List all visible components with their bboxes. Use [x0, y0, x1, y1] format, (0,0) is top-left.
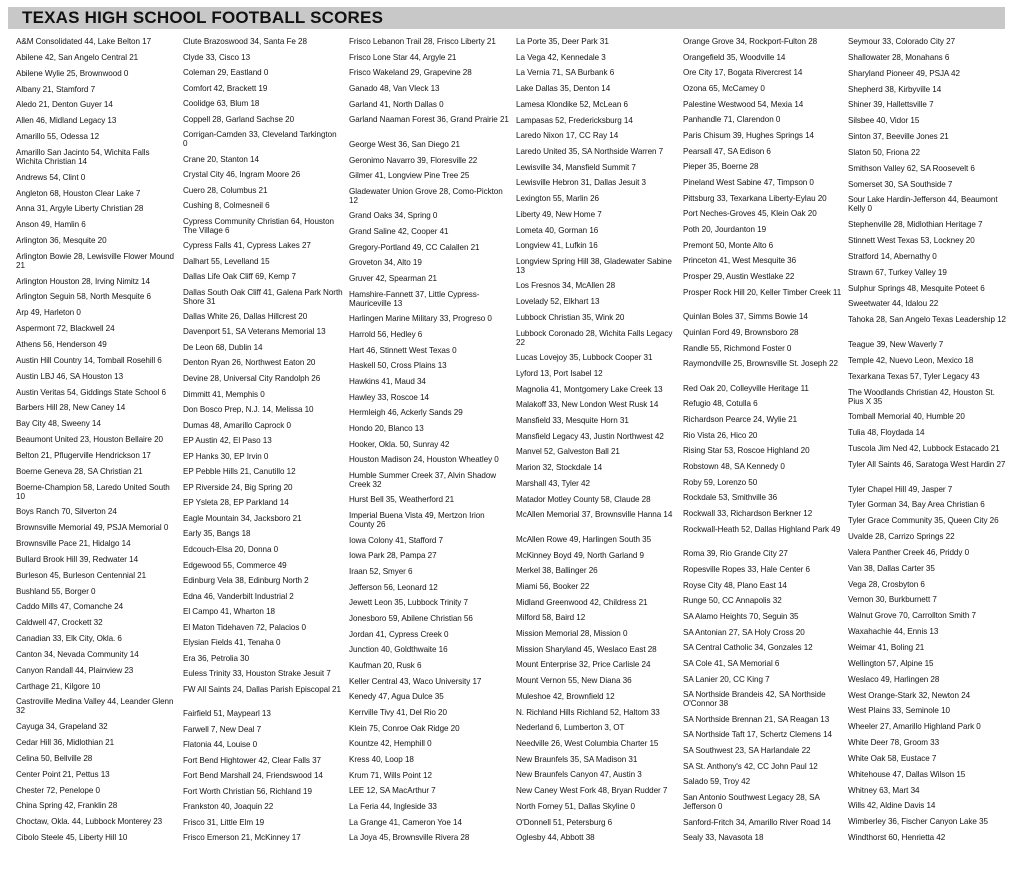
score-entry: Hart 46, Stinnett West Texas 0	[349, 345, 457, 355]
score-entry: Pineland West Sabine 47, Timpson 0	[683, 178, 814, 188]
score-entry: Boerne-Champion 58, Laredo United South 10	[16, 482, 170, 501]
score-entry: Wills 42, Aldine Davis 14	[848, 801, 936, 811]
score-entry: Jewett Leon 35, Lubbock Trinity 7	[349, 598, 468, 608]
score-entry: Oglesby 44, Abbott 38	[516, 833, 595, 843]
score-entry: Devine 28, Universal City Randolph 26	[183, 374, 321, 384]
score-entry: Merkel 38, Ballinger 26	[516, 566, 598, 576]
score-entry: Tyler All Saints 46, Saratoga West Hardin 27	[848, 459, 1006, 469]
score-entry: Athens 56, Henderson 49	[16, 340, 107, 349]
score-entry: Anson 49, Hamlin 6	[16, 220, 86, 230]
score-entry: Wimberley 36, Fischer Canyon Lake 35	[848, 817, 988, 827]
score-entry: Lucas Lovejoy 35, Lubbock Cooper 31	[516, 353, 653, 363]
score-entry: Lewisville Hebron 31, Dallas Jesuit 3	[516, 178, 646, 188]
score-entry: Allen 46, Midland Legacy 13	[16, 116, 117, 126]
score-entry: Junction 40, Goldthwaite 16	[349, 645, 448, 655]
score-entry: Canton 34, Nevada Community 14	[16, 649, 139, 659]
score-entry: Van 38, Dallas Carter 35	[848, 563, 935, 573]
score-entry: Aspermont 72, Blackwell 24	[16, 324, 115, 334]
score-entry: El Maton Tidehaven 72, Palacios 0	[183, 622, 306, 632]
score-entry: Hamshire-Fannett 37, Little Cypress-Mauriceville 13	[349, 289, 480, 308]
score-entry: West Plains 33, Seminole 10	[848, 706, 950, 716]
score-entry: Frisco Wakeland 29, Grapevine 28	[349, 68, 472, 78]
score-entry: Brownsville Pace 21, Hidalgo 14	[16, 539, 131, 549]
score-entry: Mount Vernon 55, New Diana 36	[516, 676, 632, 686]
score-entry: SA Central Catholic 34, Gonzales 12	[683, 643, 813, 653]
score-entry: Palestine Westwood 54, Mexia 14	[683, 99, 804, 109]
score-entry: Weimar 41, Boling 21	[848, 643, 925, 653]
score-entry: EP Pebble Hills 21, Canutillo 12	[183, 467, 296, 477]
score-entry: Dallas South Oak Cliff 41, Galena Park North Shore 31	[183, 287, 343, 306]
score-entry: Coleman 29, Eastland 0	[183, 68, 269, 78]
score-entry: Keller Central 43, Waco University 17	[349, 676, 482, 686]
score-entry: Mansfield 33, Mesquite Horn 31	[516, 415, 629, 425]
score-entry: Anna 31, Argyle Liberty Christian 28	[16, 204, 144, 214]
score-entry: Lubbock Christian 35, Wink 20	[516, 312, 625, 322]
score-entry: Prosper 29, Austin Westlake 22	[683, 272, 795, 282]
score-entry: Sweetwater 44, Idalou 22	[848, 299, 939, 309]
score-entry: SA Northside Taft 17, Schertz Clemens 14	[683, 730, 833, 740]
score-entry: Sulphur Springs 48, Mesquite Poteet 6	[848, 283, 985, 293]
score-entry: Lake Dallas 35, Denton 14	[516, 84, 611, 94]
score-entry: Cushing 8, Colmesneil 6	[183, 201, 270, 211]
score-entry: Muleshoe 42, Brownfield 12	[516, 691, 615, 701]
score-entry: Garland Naaman Forest 36, Grand Prairie 21	[349, 115, 509, 125]
score-entry: Lyford 13, Port Isabel 12	[516, 368, 603, 378]
score-entry: Mansfield Legacy 43, Justin Northwest 42	[516, 431, 664, 441]
score-entry: Rockwall-Heath 52, Dallas Highland Park 49	[683, 524, 841, 534]
score-entry: San Antonio Southwest Legacy 28, SA Jefferson 0	[683, 793, 820, 812]
score-entry: Dallas Life Oak Cliff 69, Kemp 7	[183, 272, 296, 282]
score-entry: Dallas White 26, Dallas Hillcrest 20	[183, 311, 308, 321]
score-entry: Cibolo Steele 45, Liberty Hill 10	[16, 833, 128, 843]
score-entry: Lovelady 52, Elkhart 13	[516, 297, 600, 307]
score-entry: Panhandle 71, Clarendon 0	[683, 115, 781, 125]
score-entry: Magnolia 41, Montgomery Lake Creek 13	[516, 384, 663, 394]
score-entry: Gilmer 41, Longview Pine Tree 25	[349, 171, 470, 181]
score-entry: Coolidge 63, Blum 18	[183, 99, 260, 109]
score-entry: New Caney West Fork 48, Bryan Rudder 7	[516, 786, 668, 796]
score-entry: Canyon Randall 44, Plainview 23	[16, 665, 134, 675]
score-entry: Amarillo San Jacinto 54, Wichita Falls Wichita Christian 14	[16, 147, 150, 166]
score-entry: Iowa Park 28, Pampa 27	[349, 551, 437, 561]
score-entry: Mount Enterprise 32, Price Carlisle 24	[516, 660, 651, 670]
score-entry: Salado 59, Troy 42	[683, 777, 751, 787]
score-entry: Needville 26, West Columbia Charter 15	[516, 739, 659, 749]
score-entry: Red Oak 20, Colleyville Heritage 11	[683, 383, 809, 393]
score-entry: Seymour 33, Colorado City 27	[848, 37, 956, 46]
score-entry: Elysian Fields 41, Tenaha 0	[183, 638, 281, 648]
score-entry: Sharyland Pioneer 49, PSJA 42	[848, 68, 960, 78]
score-entry: Longview 41, Lufkin 16	[516, 241, 598, 251]
score-entry: Hondo 20, Blanco 13	[349, 423, 424, 433]
score-entry: Jefferson 56, Leonard 12	[349, 582, 438, 592]
score-entry: Tyler Chapel Hill 49, Jasper 7	[848, 484, 953, 494]
score-entry: Beaumont United 23, Houston Bellaire 20	[16, 435, 163, 445]
score-entry: Farwell 7, New Deal 7	[183, 724, 262, 734]
score-entry: Bay City 48, Sweeny 14	[16, 419, 101, 429]
score-entry: Wellington 57, Alpine 15	[848, 658, 934, 668]
score-entry: Teague 39, New Waverly 7	[848, 340, 944, 349]
score-entry: Frisco Emerson 21, McKinney 17	[183, 833, 301, 843]
score-entry: Prosper Rock Hill 20, Keller Timber Creek 11	[683, 287, 842, 297]
score-entry: SA Northside Brennan 21, SA Reagan 13	[683, 714, 830, 724]
score-entry: Hooker, Okla. 50, Sunray 42	[349, 439, 450, 449]
score-entry: Roma 39, Rio Grande City 27	[683, 549, 788, 559]
score-entry: Ganado 48, Van Vleck 13	[349, 84, 440, 94]
score-entry: O'Donnell 51, Petersburg 6	[516, 817, 613, 827]
score-entry: SA Lanier 20, CC King 7	[683, 674, 770, 684]
score-entry: Cypress Falls 41, Cypress Lakes 27	[183, 240, 311, 250]
score-entry: Frankston 40, Joaquin 22	[183, 802, 274, 812]
score-entry: Midland Greenwood 42, Childress 21	[516, 597, 648, 607]
score-entry: Harrold 56, Hedley 6	[349, 329, 423, 339]
score-entry: Dalhart 55, Levelland 15	[183, 256, 270, 266]
score-entry: Euless Trinity 33, Houston Strake Jesuit 7	[183, 669, 331, 679]
score-entry: Randle 55, Richmond Foster 0	[683, 343, 792, 353]
score-entry: Richardson Pearce 24, Wylie 21	[683, 415, 798, 425]
score-entry: Ore City 17, Bogata Rivercrest 14	[683, 68, 803, 78]
score-entry: Sinton 37, Beeville Jones 21	[848, 132, 949, 142]
score-entry: Grand Saline 42, Cooper 41	[349, 227, 449, 237]
score-entry: La Vernia 71, SA Burbank 6	[516, 68, 615, 78]
score-entry: Chester 72, Penelope 0	[16, 785, 100, 795]
score-entry: Tomball Memorial 40, Humble 20	[848, 412, 965, 422]
score-entry: SA St. Anthony's 42, CC John Paul 12	[683, 761, 818, 771]
score-entry: Austin Veritas 54, Giddings State School 6	[16, 387, 166, 397]
score-entry: Roby 59, Lorenzo 50	[683, 477, 758, 487]
score-entry: SA Southwest 23, SA Harlandale 22	[683, 746, 811, 756]
score-entry: Vega 28, Crosbyton 6	[848, 579, 925, 589]
score-entry: Lometa 40, Gorman 16	[516, 225, 599, 235]
score-entry: Liberty 49, New Home 7	[516, 209, 602, 219]
score-entry: Choctaw, Okla. 44, Lubbock Monterey 23	[16, 817, 163, 827]
score-entry: Crane 20, Stanton 14	[183, 154, 259, 164]
score-entry: Denton Ryan 26, Northwest Eaton 20	[183, 358, 316, 368]
score-entry: Milford 58, Baird 12	[516, 613, 586, 623]
score-entry: Pearsall 47, SA Edison 6	[683, 146, 771, 156]
score-entry: Angleton 68, Houston Clear Lake 7	[16, 188, 141, 198]
score-entry: Pieper 35, Boerne 28	[683, 162, 759, 172]
score-entry: Kaufman 20, Rusk 6	[349, 660, 422, 670]
score-entry: EP Austin 42, El Paso 13	[183, 436, 272, 446]
score-entry: Matador Motley County 58, Claude 28	[516, 494, 651, 504]
score-entry: Tyler Gorman 34, Bay Area Christian 6	[848, 500, 985, 510]
score-entry: Caddo Mills 47, Comanche 24	[16, 602, 124, 612]
score-entry: Arlington Seguin 58, North Mesquite 6	[16, 292, 151, 302]
score-entry: Miami 56, Booker 22	[516, 581, 590, 591]
score-entry: Orangefield 35, Woodville 14	[683, 52, 786, 62]
score-entry: SA Antonian 27, SA Holy Cross 20	[683, 627, 805, 637]
score-entry: New Braunfels 35, SA Madison 31	[516, 754, 638, 764]
score-entry: Albany 21, Stamford 7	[16, 84, 96, 94]
score-entry: Abilene 42, San Angelo Central 21	[16, 52, 139, 62]
score-entry: Comfort 42, Brackett 19	[183, 83, 268, 93]
score-entry: LEE 12, SA MacArthur 7	[349, 786, 436, 796]
score-entry: Lampasas 52, Fredericksburg 14	[516, 115, 633, 125]
score-entry: Orange Grove 34, Rockport-Fulton 28	[683, 37, 818, 46]
score-entry: SA Alamo Heights 70, Seguin 35	[683, 611, 799, 621]
score-entry: Canadian 33, Elk City, Okla. 6	[16, 634, 122, 644]
score-entry: Mission Sharyland 45, Weslaco East 28	[516, 644, 657, 654]
score-entry: Whitney 63, Mart 34	[848, 785, 920, 795]
score-entry: Wheeler 27, Amarillo Highland Park 0	[848, 722, 981, 732]
score-entry: Abilene Wylie 25, Brownwood 0	[16, 68, 129, 78]
score-entry: The Woodlands Christian 42, Houston St. Pius X 35	[848, 387, 995, 406]
score-entry: N. Richland Hills Richland 52, Haltom 33	[516, 707, 660, 717]
score-entry: Clyde 33, Cisco 13	[183, 52, 251, 62]
score-entry: Lubbock Coronado 28, Wichita Falls Legacy 22	[516, 328, 673, 347]
score-entry: Fort Worth Christian 56, Richland 19	[183, 786, 312, 796]
score-entry: Lamesa Klondike 52, McLean 6	[516, 99, 628, 109]
score-entry: Premont 50, Monte Alto 6	[683, 240, 774, 250]
score-entry: Edcouch-Elsa 20, Donna 0	[183, 544, 279, 554]
score-entry: Walnut Grove 70, Carrollton Smith 7	[848, 611, 976, 621]
score-entry: Frisco Lone Star 44, Argyle 21	[349, 52, 457, 62]
score-entry: Marshall 43, Tyler 42	[516, 478, 590, 488]
score-entry: Davenport 51, SA Veterans Memorial 13	[183, 327, 326, 337]
score-entry: Kountze 42, Hemphill 0	[349, 739, 432, 749]
score-entry: China Spring 42, Franklin 28	[16, 801, 118, 811]
score-entry: Tyler Grace Community 35, Queen City 26	[848, 516, 999, 526]
score-entry: Austin Hill Country 14, Tomball Rosehill 6	[16, 355, 162, 365]
score-entry: El Campo 41, Wharton 18	[183, 607, 275, 617]
score-entry: Haskell 50, Cross Plains 13	[349, 361, 447, 371]
score-entry: Dumas 48, Amarillo Caprock 0	[183, 420, 291, 430]
score-entry: Edgewood 55, Commerce 49	[183, 560, 287, 570]
score-entry: Corrigan-Camden 33, Cleveland Tarkington 0	[183, 130, 337, 149]
score-entry: White Deer 78, Groom 33	[848, 738, 940, 748]
score-entry: Humble Summer Creek 37, Alvin Shadow Creek 32	[349, 470, 497, 489]
score-entry: Raymondville 25, Brownsville St. Joseph 22	[683, 359, 838, 369]
score-entry: Tahoka 28, San Angelo Texas Leadership 12	[848, 315, 1006, 325]
score-entry: Manvel 52, Galveston Ball 21	[516, 447, 620, 457]
score-entry: Temple 42, Nuevo Leon, Mexico 18	[848, 355, 974, 365]
score-entry: A&M Consolidated 44, Lake Belton 17	[16, 37, 152, 46]
score-entry: Tuscola Jim Ned 42, Lubbock Estacado 21	[848, 443, 1000, 453]
score-entry: Gregory-Portland 49, CC Calallen 21	[349, 242, 480, 252]
score-entry: Sealy 33, Navasota 18	[683, 833, 764, 843]
score-entry: Cypress Community Christian 64, Houston The Village 6	[183, 216, 334, 235]
score-entry: La Grange 41, Cameron Yoe 14	[349, 817, 462, 827]
score-entry: Quinlan Ford 49, Brownsboro 28	[683, 327, 799, 337]
score-entry: Frisco 31, Little Elm 19	[183, 817, 265, 827]
score-entry: Hurst Bell 35, Weatherford 21	[349, 495, 455, 505]
score-entry: Laredo United 35, SA Northside Warren 7	[516, 146, 664, 156]
score-entry: New Braunfels Canyon 47, Austin 3	[516, 770, 642, 780]
score-entry: Rockdale 53, Smithville 36	[683, 493, 778, 503]
score-entry: Uvalde 28, Carrizo Springs 22	[848, 532, 955, 542]
header-bar	[8, 7, 1005, 29]
score-entry: Stephenville 28, Midlothian Heritage 7	[848, 220, 983, 230]
score-entry: North Forney 51, Dallas Skyline 0	[516, 801, 635, 811]
score-entry: EP Ysleta 28, EP Parkland 14	[183, 498, 289, 508]
score-entry: Crystal City 46, Ingram Moore 26	[183, 170, 301, 180]
score-entry: Strawn 67, Turkey Valley 19	[848, 267, 947, 277]
score-entry: Hermleigh 46, Ackerly Sands 29	[349, 408, 463, 418]
score-entry: Silsbee 40, Vidor 15	[848, 116, 920, 126]
score-entry: Mission Memorial 28, Mission 0	[516, 629, 628, 639]
score-entry: Carthage 21, Kilgore 10	[16, 681, 101, 691]
score-entry: Center Point 21, Pettus 13	[16, 769, 110, 779]
score-entry: Cayuga 34, Grapeland 32	[16, 722, 108, 732]
score-entry: Bullard Brook Hill 39, Redwater 14	[16, 554, 139, 564]
score-entry: Lewisville 34, Mansfield Summit 7	[516, 162, 636, 172]
score-entry: Arlington Bowie 28, Lewisville Flower Mound 21	[16, 251, 175, 270]
score-entry: EP Riverside 24, Big Spring 20	[183, 482, 293, 492]
score-entry: Iraan 52, Smyer 6	[349, 566, 413, 576]
score-entry: McAllen Rowe 49, Harlingen South 35	[516, 534, 652, 544]
score-entry: Boys Ranch 70, Silverton 24	[16, 507, 117, 517]
score-entry: Rio Vista 26, Hico 20	[683, 430, 758, 440]
score-entry: FW All Saints 24, Dallas Parish Episcopal 21	[183, 684, 341, 694]
score-entry: White Oak 58, Eustace 7	[848, 753, 937, 763]
score-entry: Rockwall 33, Richardson Berkner 12	[683, 509, 813, 519]
score-entry: Slaton 50, Friona 22	[848, 147, 920, 157]
score-entry: Hawkins 41, Maud 34	[349, 376, 426, 386]
score-entry: Vernon 30, Burkburnett 7	[848, 595, 937, 605]
score-entry: Princeton 41, West Mesquite 36	[683, 256, 797, 266]
score-entry: Lexington 55, Marlin 26	[516, 194, 599, 204]
score-entry: Tulia 48, Floydada 14	[848, 428, 925, 438]
score-entry: Bushland 55, Borger 0	[16, 586, 96, 596]
score-entry: Whitehouse 47, Dallas Wilson 15	[848, 769, 966, 779]
score-entry: Houston Madison 24, Houston Wheatley 0	[349, 455, 499, 465]
score-entry: Era 36, Petrolia 30	[183, 653, 250, 663]
score-entry: De Leon 68, Dublin 14	[183, 342, 263, 352]
score-entry: Royse City 48, Plano East 14	[683, 580, 787, 590]
score-entry: SA Northside Brandeis 42, SA Northside O'Connor 38	[683, 690, 826, 709]
score-entry: McAllen Memorial 37, Brownsville Hanna 14	[516, 510, 673, 520]
score-entry: Smithson Valley 62, SA Roosevelt 6	[848, 163, 975, 173]
score-entry: Los Fresnos 34, McAllen 28	[516, 281, 616, 291]
score-entry: Edna 46, Vanderbilt Industrial 2	[183, 591, 294, 601]
score-entry: Krum 71, Wills Point 12	[349, 770, 432, 780]
score-entry: George West 36, San Diego 21	[349, 139, 460, 149]
score-entry: Boerne Geneva 28, SA Christian 21	[16, 466, 143, 476]
score-entry: Aledo 21, Denton Guyer 14	[16, 100, 113, 110]
score-entry: Kress 40, Loop 18	[349, 754, 414, 764]
score-entry: Imperial Buena Vista 49, Mertzon Irion County 26	[349, 511, 485, 530]
score-entry: Valera Panther Creek 46, Priddy 0	[848, 547, 970, 557]
score-entry: Fairfield 51, Maypearl 13	[183, 709, 271, 719]
score-entry: Klein 75, Conroe Oak Ridge 20	[349, 723, 460, 733]
score-entry: Dimmitt 41, Memphis 0	[183, 389, 265, 399]
score-entry: Pittsburg 33, Texarkana Liberty-Eylau 20	[683, 193, 827, 203]
score-entry: EP Hanks 30, EP Irvin 0	[183, 451, 269, 461]
score-entry: Sour Lake Hardin-Jefferson 44, Beaumont Kelly 0	[848, 195, 998, 214]
score-columns	[16, 37, 1026, 885]
score-entry: Austin LBJ 46, SA Houston 13	[16, 371, 124, 381]
score-entry: West Orange-Stark 32, Newton 24	[848, 690, 971, 700]
score-entry: Brownsville Memorial 49, PSJA Memorial 0	[16, 523, 169, 533]
score-entry: Iowa Colony 41, Stafford 7	[349, 535, 443, 545]
score-entry: Fort Bend Hightower 42, Clear Falls 37	[183, 755, 322, 765]
score-entry: Gladewater Union Grove 28, Como-Pickton 12	[349, 186, 503, 205]
score-entry: La Porte 35, Deer Park 31	[516, 37, 609, 46]
score-entry: Groveton 34, Alto 19	[349, 258, 422, 268]
score-entry: Longview Spring Hill 38, Gladewater Sabine 13	[516, 256, 672, 275]
score-entry: Texarkana Texas 57, Tyler Legacy 43	[848, 371, 980, 381]
score-entry: Stinnett West Texas 53, Lockney 20	[848, 236, 975, 246]
score-entry: Arlington Houston 28, Irving Nimitz 14	[16, 276, 150, 286]
score-entry: La Joya 45, Brownsville Rivera 28	[349, 833, 470, 843]
score-entry: Waxahachie 44, Ennis 13	[848, 627, 939, 637]
score-entry: Garland 41, North Dallas 0	[349, 99, 444, 109]
score-entry: La Vega 42, Kennedale 3	[516, 52, 606, 62]
score-entry: Malakoff 33, New London West Rusk 14	[516, 400, 659, 410]
score-entry: Burleson 45, Burleson Centennial 21	[16, 570, 147, 580]
score-entry: Hawley 33, Roscoe 14	[349, 392, 429, 402]
score-entry: Celina 50, Bellville 28	[16, 753, 93, 763]
score-entry: Andrews 54, Clint 0	[16, 172, 86, 182]
score-entry: Quinlan Boles 37, Simms Bowie 14	[683, 312, 808, 322]
score-entry: SA Cole 41, SA Memorial 6	[683, 658, 780, 668]
score-entry: Grand Oaks 34, Spring 0	[349, 211, 438, 221]
score-entry: Jordan 41, Cypress Creek 0	[349, 629, 449, 639]
score-entry: Somerset 30, SA Southside 7	[848, 179, 953, 189]
score-entry: Sanford-Fritch 34, Amarillo River Road 14	[683, 817, 831, 827]
score-entry: Geronimo Navarro 39, Floresville 22	[349, 155, 478, 165]
score-entry: Flatonia 44, Louise 0	[183, 740, 258, 750]
score-entry: Don Bosco Prep, N.J. 14, Melissa 10	[183, 405, 314, 415]
score-entry: Coppell 28, Garland Sachse 20	[183, 114, 295, 124]
score-entry: Arp 49, Harleton 0	[16, 308, 81, 318]
score-entry: Robstown 48, SA Kennedy 0	[683, 462, 785, 472]
score-entry: Arlington 36, Mesquite 20	[16, 236, 107, 246]
score-entry: McKinney Boyd 49, North Garland 9	[516, 550, 644, 560]
score-entry: Jonesboro 59, Abilene Christian 56	[349, 613, 473, 623]
score-entry: Cuero 28, Columbus 21	[183, 185, 268, 195]
score-entry: Ozona 65, McCamey 0	[683, 84, 765, 94]
score-entry: Runge 50, CC Annapolis 32	[683, 596, 782, 606]
score-entry: La Feria 44, Ingleside 33	[349, 801, 437, 811]
score-entry: Early 35, Bangs 18	[183, 529, 251, 539]
score-entry: Kerrville Tivy 41, Del Rio 20	[349, 707, 447, 717]
score-entry: Kenedy 47, Agua Dulce 35	[349, 692, 444, 702]
score-entry: Laredo Nixon 17, CC Ray 14	[516, 131, 619, 141]
score-entry: Fort Bend Marshall 24, Friendswood 14	[183, 771, 323, 781]
score-entry: Clute Brazoswood 34, Santa Fe 28	[183, 37, 307, 46]
page-title: TEXAS HIGH SCHOOL FOOTBALL SCORES	[22, 8, 384, 27]
score-entry: Gruver 42, Spearman 21	[349, 274, 437, 284]
score-entry: Frisco Lebanon Trail 28, Frisco Liberty 21	[349, 37, 496, 46]
score-entry: Castroville Medina Valley 44, Leander Glenn 32	[16, 697, 174, 716]
score-entry: Eagle Mountain 34, Jacksboro 21	[183, 513, 302, 523]
score-entry: Refugio 48, Cotulla 6	[683, 399, 758, 409]
score-entry: Cedar Hill 36, Midlothian 21	[16, 738, 115, 748]
score-entry: Caldwell 47, Crockett 32	[16, 618, 103, 628]
score-entry: Harlingen Marine Military 33, Progreso 0	[349, 314, 492, 324]
score-entry: Nederland 6, Lumberton 3, OT	[516, 723, 625, 733]
score-entry: Amarillo 55, Odessa 12	[16, 132, 100, 142]
score-entry: Shepherd 38, Kirbyville 14	[848, 84, 942, 94]
score-entry: Weslaco 49, Harlingen 28	[848, 674, 940, 684]
score-entry: Windthorst 60, Henrietta 42	[848, 833, 946, 843]
score-entry: Rising Star 53, Roscoe Highland 20	[683, 446, 810, 456]
score-entry: Edinburg Vela 38, Edinburg North 2	[183, 576, 309, 586]
score-entry: Paris Chisum 39, Hughes Springs 14	[683, 131, 815, 141]
score-entry: Belton 21, Pflugerville Hendrickson 17	[16, 450, 151, 460]
score-entry: Marion 32, Stockdale 14	[516, 463, 603, 473]
score-entry: Poth 20, Jourdanton 19	[683, 225, 767, 235]
score-entry: Ropesville Ropes 33, Hale Center 6	[683, 564, 810, 574]
score-entry: Stratford 14, Abernathy 0	[848, 251, 937, 261]
score-entry: Barbers Hill 28, New Caney 14	[16, 403, 126, 413]
score-entry: Shallowater 28, Monahans 6	[848, 52, 950, 62]
score-entry: Port Neches-Groves 45, Klein Oak 20	[683, 209, 817, 219]
score-entry: Shiner 39, Hallettsville 7	[848, 100, 934, 110]
